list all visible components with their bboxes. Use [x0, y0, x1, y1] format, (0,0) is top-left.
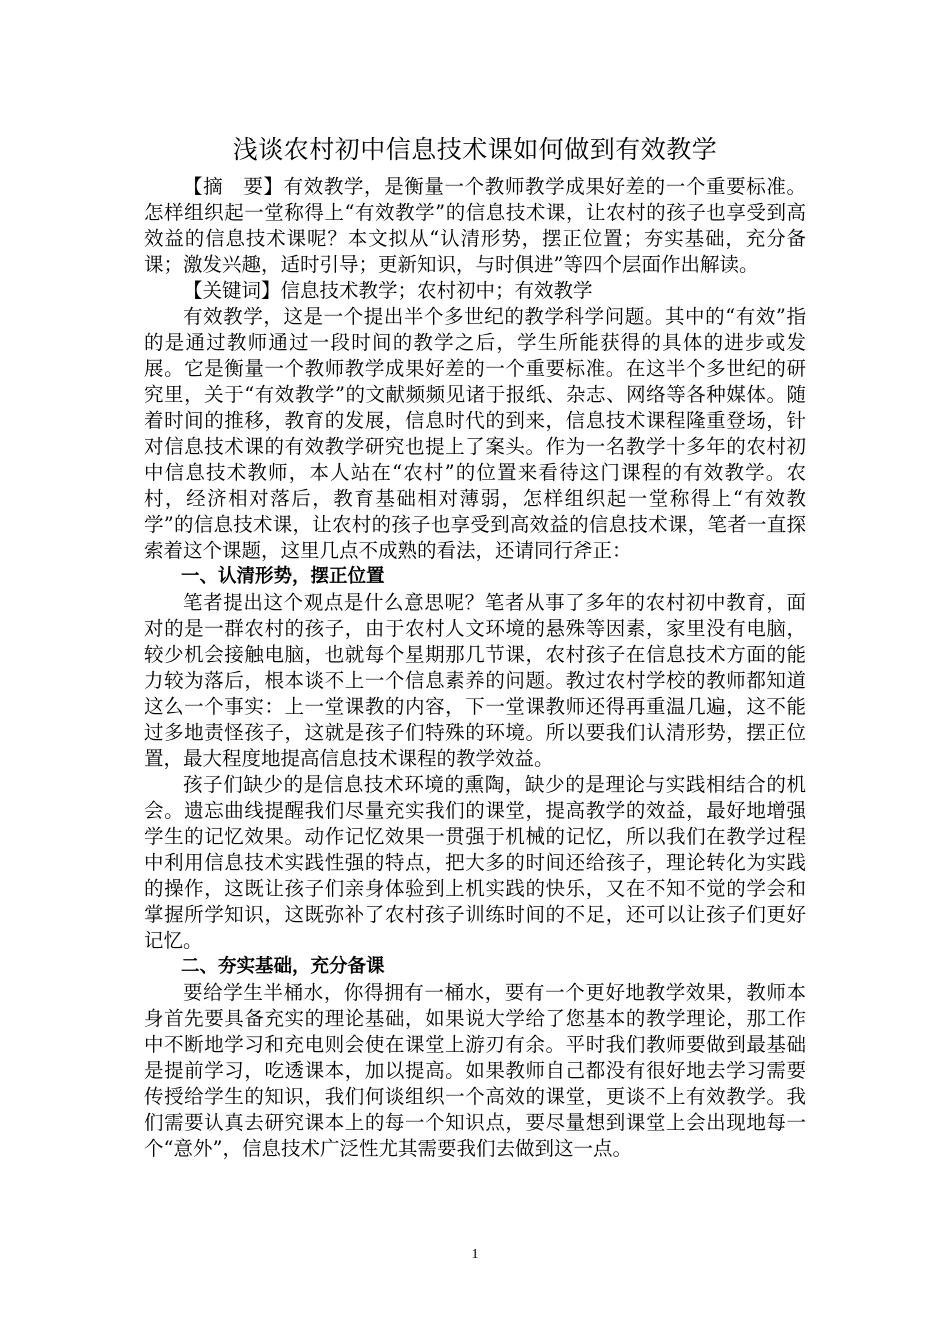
page-title: 浅谈农村初中信息技术课如何做到有效教学 [232, 135, 718, 164]
section-heading-1: 一、认清形势，摆正位置 [181, 566, 385, 587]
section-1-paragraph-2: 孩子们缺少的是信息技术环境的熏陶，缺少的是理论与实践相结合的机会。遗忘曲线提醒我们尽量充实我们的课堂，提高教学的效益，最好地增强学生的记忆效果。动作记忆效果一贯强于机械的记忆，所以我们在教学过程中利用信息技术实践性强的特点，把大多的时间还给孩子，理论转化为实践的操作，这既让孩子们亲身体验到上机实践的快乐，又在不知不觉的学会和掌握所学知识，这既弥补了农村孩子训练时间的不足，还可以让孩子们更好记忆。 [144, 773, 806, 952]
page-number: 1 [471, 1247, 479, 1262]
section-2-paragraph-1: 要给学生半桶水，你得拥有一桶水，要有一个更好地教学效果，教师本身首先要具备充实的理论基础，如果说大学给了您基本的教学理论，那工作中不断地学习和充电则会使在课堂上游刃有余。平时我们教师要做到最基础是提前学习，吃透课本，加以提高。如果教师自己都没有很好地去学习需要传授给学生的知识，我们何谈组织一个高效的课堂，更谈不上有效教学。我们需要认真去研究课本上的每一个知识点，要尽量想到课堂上会出现地每一个“意外”，信息技术广泛性尤其需要我们去做到这一点。 [144, 981, 806, 1160]
keywords-paragraph: 【关键词】信息技术教学；农村初中；有效教学 [183, 279, 593, 302]
document-body [144, 132, 806, 1162]
intro-paragraph: 有效教学，这是一个提出半个多世纪的教学科学问题。其中的“有效”指的是通过教师通过一段时间的教学之后，学生所能获得的具体的进步或发展。它是衡量一个教师教学成果好差的一个重要标准。在这半个多世纪的研究里，关于“有效教学”的文献频频见诸于报纸、杂志、网络等各种媒体。随着时间的推移，教育的发展，信息时代的到来，信息技术课程隆重登场，针对信息技术课的有效教学研究也提上了案头。作为一名教学十多年的农村初中信息技术教师，本人站在“农村”的位置来看待这门课程的有效教学。农村，经济相对落后，教育基础相对薄弱，怎样组织起一堂称得上“有效教学”的信息技术课，让农村的孩子也享受到高效益的信息技术课，笔者一直探索着这个课题，这里几点不成熟的看法，还请同行斧正： [144, 305, 806, 562]
abstract-paragraph: 【摘 要】有效教学，是衡量一个教师教学成果好差的一个重要标准。怎样组织起一堂称得上“有效教学”的信息技术课，让农村的孩子也享受到高效益的信息技术课呢？本文拟从“认清形势，摆正位置；夯实基础，充分备课；激发兴趣，适时引导；更新知识，与时俱进”等四个层面作出解读。 [144, 175, 806, 276]
section-heading-2: 二、夯实基础，充分备课 [181, 956, 385, 977]
section-1-paragraph-1: 笔者提出这个观点是什么意思呢？笔者从事了多年的农村初中教育，面对的是一群农村的孩子，由于农村人文环境的悬殊等因素，家里没有电脑，较少机会接触电脑，也就每个星期那几节课，农村孩子在信息技术方面的能力较为落后，根本谈不上一个信息素养的问题。教过农村学校的教师都知道这么一个事实：上一堂课教的内容，下一堂课教师还得再重温几遍，这不能过多地责怪孩子，这就是孩子们特殊的环境。所以要我们认清形势，摆正位置，最大程度地提高信息技术课程的教学效益。 [144, 591, 806, 770]
